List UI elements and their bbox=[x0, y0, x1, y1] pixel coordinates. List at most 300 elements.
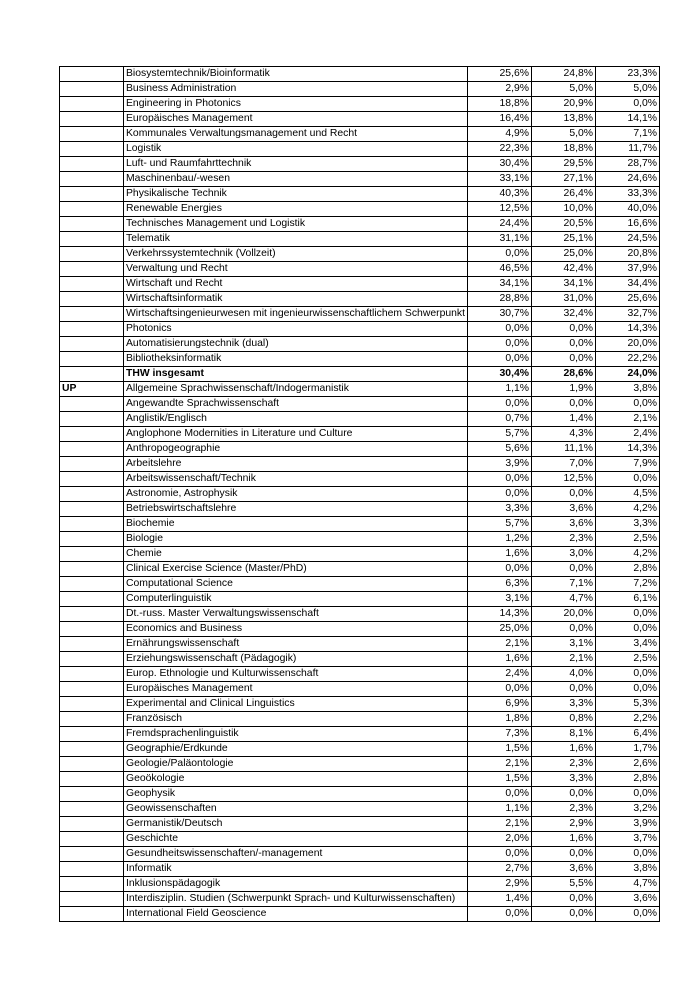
value-cell-3: 3,3% bbox=[596, 517, 660, 532]
value-cell-2: 12,5% bbox=[532, 472, 596, 487]
value-cell-3: 0,0% bbox=[596, 907, 660, 922]
value-cell-2: 5,0% bbox=[532, 127, 596, 142]
value-cell-1: 5,6% bbox=[468, 442, 532, 457]
value-cell-1: 5,7% bbox=[468, 517, 532, 532]
table-row bbox=[60, 142, 660, 157]
table-row bbox=[60, 412, 660, 427]
value-cell-2: 20,0% bbox=[532, 607, 596, 622]
table-row bbox=[60, 172, 660, 187]
value-cell-1: 30,4% bbox=[468, 157, 532, 172]
value-cell-2: 2,3% bbox=[532, 532, 596, 547]
table-row bbox=[60, 847, 660, 862]
university-cell bbox=[60, 862, 124, 877]
program-cell: Clinical Exercise Science (Master/PhD) bbox=[124, 562, 468, 577]
university-cell bbox=[60, 802, 124, 817]
university-cell bbox=[60, 322, 124, 337]
value-cell-2: 5,5% bbox=[532, 877, 596, 892]
value-cell-2: 0,0% bbox=[532, 397, 596, 412]
value-cell-2: 1,4% bbox=[532, 412, 596, 427]
value-cell-2: 4,7% bbox=[532, 592, 596, 607]
value-cell-3: 14,3% bbox=[596, 322, 660, 337]
university-cell bbox=[60, 892, 124, 907]
table-row bbox=[60, 382, 660, 397]
table-row bbox=[60, 277, 660, 292]
value-cell-1: 2,4% bbox=[468, 667, 532, 682]
value-cell-1: 0,0% bbox=[468, 352, 532, 367]
university-cell bbox=[60, 307, 124, 322]
value-cell-1: 34,1% bbox=[468, 277, 532, 292]
table-row bbox=[60, 487, 660, 502]
university-cell bbox=[60, 772, 124, 787]
value-cell-2: 3,6% bbox=[532, 862, 596, 877]
program-cell: Business Administration bbox=[124, 82, 468, 97]
value-cell-1: 22,3% bbox=[468, 142, 532, 157]
dropout-rate-table bbox=[59, 66, 660, 922]
program-cell: Erziehungswissenschaft (Pädagogik) bbox=[124, 652, 468, 667]
table-row bbox=[60, 532, 660, 547]
value-cell-1: 0,0% bbox=[468, 682, 532, 697]
value-cell-1: 7,3% bbox=[468, 727, 532, 742]
table-row bbox=[60, 97, 660, 112]
value-cell-3: 14,1% bbox=[596, 112, 660, 127]
table-row bbox=[60, 667, 660, 682]
value-cell-2: 4,3% bbox=[532, 427, 596, 442]
value-cell-2: 1,9% bbox=[532, 382, 596, 397]
program-cell: Maschinenbau/-wesen bbox=[124, 172, 468, 187]
university-cell bbox=[60, 502, 124, 517]
table-row bbox=[60, 877, 660, 892]
value-cell-1: 1,1% bbox=[468, 382, 532, 397]
value-cell-3: 2,6% bbox=[596, 757, 660, 772]
value-cell-3: 6,4% bbox=[596, 727, 660, 742]
value-cell-3: 22,2% bbox=[596, 352, 660, 367]
program-cell: Gesundheitswissenschaften/-management bbox=[124, 847, 468, 862]
program-cell: Fremdsprachenlinguistik bbox=[124, 727, 468, 742]
value-cell-1: 2,9% bbox=[468, 82, 532, 97]
value-cell-3: 37,9% bbox=[596, 262, 660, 277]
university-cell bbox=[60, 817, 124, 832]
program-cell: Anglistik/Englisch bbox=[124, 412, 468, 427]
value-cell-1: 1,1% bbox=[468, 802, 532, 817]
table-row bbox=[60, 337, 660, 352]
value-cell-2: 0,0% bbox=[532, 562, 596, 577]
university-cell bbox=[60, 172, 124, 187]
value-cell-1: 4,9% bbox=[468, 127, 532, 142]
table-row bbox=[60, 202, 660, 217]
value-cell-1: 2,0% bbox=[468, 832, 532, 847]
value-cell-2: 27,1% bbox=[532, 172, 596, 187]
university-cell bbox=[60, 352, 124, 367]
table-row bbox=[60, 682, 660, 697]
table-row bbox=[60, 547, 660, 562]
table-row bbox=[60, 622, 660, 637]
value-cell-1: 0,0% bbox=[468, 337, 532, 352]
value-cell-2: 34,1% bbox=[532, 277, 596, 292]
value-cell-1: 46,5% bbox=[468, 262, 532, 277]
table-row bbox=[60, 427, 660, 442]
value-cell-1: 0,0% bbox=[468, 322, 532, 337]
value-cell-1: 1,5% bbox=[468, 742, 532, 757]
university-cell bbox=[60, 412, 124, 427]
table-row bbox=[60, 802, 660, 817]
university-cell bbox=[60, 547, 124, 562]
value-cell-3: 40,0% bbox=[596, 202, 660, 217]
program-cell: Technisches Management und Logistik bbox=[124, 217, 468, 232]
university-cell bbox=[60, 667, 124, 682]
university-cell bbox=[60, 262, 124, 277]
university-cell bbox=[60, 727, 124, 742]
table-row bbox=[60, 352, 660, 367]
program-cell: Physikalische Technik bbox=[124, 187, 468, 202]
program-cell: Biosystemtechnik/Bioinformatik bbox=[124, 67, 468, 82]
program-cell: Astronomie, Astrophysik bbox=[124, 487, 468, 502]
value-cell-3: 2,8% bbox=[596, 562, 660, 577]
table-row bbox=[60, 607, 660, 622]
value-cell-2: 0,8% bbox=[532, 712, 596, 727]
program-cell: Engineering in Photonics bbox=[124, 97, 468, 112]
program-cell: Logistik bbox=[124, 142, 468, 157]
value-cell-1: 0,0% bbox=[468, 847, 532, 862]
program-cell: Biochemie bbox=[124, 517, 468, 532]
program-cell: Economics and Business bbox=[124, 622, 468, 637]
program-cell: Arbeitslehre bbox=[124, 457, 468, 472]
value-cell-1: 1,4% bbox=[468, 892, 532, 907]
university-cell bbox=[60, 337, 124, 352]
table-row bbox=[60, 292, 660, 307]
value-cell-2: 0,0% bbox=[532, 322, 596, 337]
university-cell bbox=[60, 877, 124, 892]
university-cell bbox=[60, 787, 124, 802]
value-cell-2: 0,0% bbox=[532, 787, 596, 802]
value-cell-1: 6,9% bbox=[468, 697, 532, 712]
value-cell-2: 3,0% bbox=[532, 547, 596, 562]
program-cell: Inklusionspädagogik bbox=[124, 877, 468, 892]
value-cell-3: 3,7% bbox=[596, 832, 660, 847]
value-cell-3: 20,8% bbox=[596, 247, 660, 262]
value-cell-1: 12,5% bbox=[468, 202, 532, 217]
value-cell-3: 0,0% bbox=[596, 397, 660, 412]
university-cell bbox=[60, 487, 124, 502]
table-body bbox=[60, 67, 660, 922]
value-cell-3: 4,7% bbox=[596, 877, 660, 892]
university-cell bbox=[60, 112, 124, 127]
university-cell bbox=[60, 427, 124, 442]
value-cell-3: 5,3% bbox=[596, 697, 660, 712]
value-cell-2: 0,0% bbox=[532, 892, 596, 907]
value-cell-1: 0,0% bbox=[468, 397, 532, 412]
value-cell-2: 0,0% bbox=[532, 352, 596, 367]
value-cell-3: 2,5% bbox=[596, 532, 660, 547]
value-cell-1: 33,1% bbox=[468, 172, 532, 187]
value-cell-3: 3,6% bbox=[596, 892, 660, 907]
table-row bbox=[60, 157, 660, 172]
table-row bbox=[60, 517, 660, 532]
university-cell bbox=[60, 682, 124, 697]
university-cell bbox=[60, 202, 124, 217]
value-cell-2: 3,3% bbox=[532, 697, 596, 712]
value-cell-2: 32,4% bbox=[532, 307, 596, 322]
program-cell: Automatisierungstechnik (dual) bbox=[124, 337, 468, 352]
table-row bbox=[60, 502, 660, 517]
value-cell-1: 0,0% bbox=[468, 907, 532, 922]
program-cell: Computerlinguistik bbox=[124, 592, 468, 607]
university-cell bbox=[60, 757, 124, 772]
university-cell bbox=[60, 232, 124, 247]
value-cell-3: 2,5% bbox=[596, 652, 660, 667]
table-row bbox=[60, 787, 660, 802]
value-cell-2: 1,6% bbox=[532, 832, 596, 847]
value-cell-2: 26,4% bbox=[532, 187, 596, 202]
value-cell-1: 0,0% bbox=[468, 787, 532, 802]
value-cell-1: 2,7% bbox=[468, 862, 532, 877]
university-cell bbox=[60, 697, 124, 712]
table-row bbox=[60, 727, 660, 742]
table-row bbox=[60, 652, 660, 667]
table-row bbox=[60, 772, 660, 787]
value-cell-3: 4,5% bbox=[596, 487, 660, 502]
university-cell bbox=[60, 532, 124, 547]
value-cell-1: 1,6% bbox=[468, 547, 532, 562]
value-cell-3: 25,6% bbox=[596, 292, 660, 307]
table-row bbox=[60, 577, 660, 592]
university-cell bbox=[60, 367, 124, 382]
value-cell-1: 1,5% bbox=[468, 772, 532, 787]
value-cell-3: 34,4% bbox=[596, 277, 660, 292]
value-cell-2: 2,3% bbox=[532, 757, 596, 772]
table-row bbox=[60, 322, 660, 337]
value-cell-1: 25,0% bbox=[468, 622, 532, 637]
table-row bbox=[60, 562, 660, 577]
value-cell-3: 4,2% bbox=[596, 547, 660, 562]
value-cell-2: 3,1% bbox=[532, 637, 596, 652]
value-cell-2: 7,0% bbox=[532, 457, 596, 472]
table-row bbox=[60, 262, 660, 277]
value-cell-1: 0,7% bbox=[468, 412, 532, 427]
value-cell-1: 1,8% bbox=[468, 712, 532, 727]
value-cell-3: 28,7% bbox=[596, 157, 660, 172]
value-cell-3: 1,7% bbox=[596, 742, 660, 757]
program-cell: Germanistik/Deutsch bbox=[124, 817, 468, 832]
value-cell-3: 0,0% bbox=[596, 622, 660, 637]
value-cell-2: 5,0% bbox=[532, 82, 596, 97]
university-cell bbox=[60, 277, 124, 292]
program-cell: Luft- und Raumfahrttechnik bbox=[124, 157, 468, 172]
value-cell-1: 2,1% bbox=[468, 757, 532, 772]
program-cell: Anglophone Modernities in Literature und Culture bbox=[124, 427, 468, 442]
value-cell-3: 32,7% bbox=[596, 307, 660, 322]
university-cell bbox=[60, 142, 124, 157]
value-cell-3: 7,2% bbox=[596, 577, 660, 592]
program-cell: Experimental and Clinical Linguistics bbox=[124, 697, 468, 712]
value-cell-1: 24,4% bbox=[468, 217, 532, 232]
program-cell: Bibliotheksinformatik bbox=[124, 352, 468, 367]
university-cell bbox=[60, 562, 124, 577]
table-row bbox=[60, 127, 660, 142]
university-cell bbox=[60, 907, 124, 922]
value-cell-2: 20,9% bbox=[532, 97, 596, 112]
program-cell: Telematik bbox=[124, 232, 468, 247]
value-cell-3: 14,3% bbox=[596, 442, 660, 457]
table-row bbox=[60, 892, 660, 907]
value-cell-1: 1,6% bbox=[468, 652, 532, 667]
value-cell-1: 14,3% bbox=[468, 607, 532, 622]
value-cell-3: 2,2% bbox=[596, 712, 660, 727]
value-cell-2: 0,0% bbox=[532, 682, 596, 697]
value-cell-1: 25,6% bbox=[468, 67, 532, 82]
table-row bbox=[60, 232, 660, 247]
table-row bbox=[60, 247, 660, 262]
table-row bbox=[60, 82, 660, 97]
value-cell-2: 3,6% bbox=[532, 517, 596, 532]
table-row bbox=[60, 472, 660, 487]
value-cell-3: 2,1% bbox=[596, 412, 660, 427]
value-cell-2: 0,0% bbox=[532, 622, 596, 637]
table-row bbox=[60, 457, 660, 472]
value-cell-2: 3,6% bbox=[532, 502, 596, 517]
program-cell: Europ. Ethnologie und Kulturwissenschaft bbox=[124, 667, 468, 682]
value-cell-3: 20,0% bbox=[596, 337, 660, 352]
value-cell-2: 25,0% bbox=[532, 247, 596, 262]
program-cell: Biologie bbox=[124, 532, 468, 547]
program-cell: Geoökologie bbox=[124, 772, 468, 787]
program-cell: THW insgesamt bbox=[124, 367, 468, 382]
university-cell bbox=[60, 97, 124, 112]
value-cell-2: 0,0% bbox=[532, 337, 596, 352]
table-row bbox=[60, 592, 660, 607]
value-cell-3: 11,7% bbox=[596, 142, 660, 157]
value-cell-2: 1,6% bbox=[532, 742, 596, 757]
value-cell-1: 28,8% bbox=[468, 292, 532, 307]
value-cell-3: 4,2% bbox=[596, 502, 660, 517]
value-cell-1: 0,0% bbox=[468, 562, 532, 577]
value-cell-1: 3,3% bbox=[468, 502, 532, 517]
university-cell bbox=[60, 67, 124, 82]
university-cell bbox=[60, 292, 124, 307]
value-cell-3: 24,6% bbox=[596, 172, 660, 187]
value-cell-2: 2,3% bbox=[532, 802, 596, 817]
value-cell-3: 5,0% bbox=[596, 82, 660, 97]
value-cell-3: 0,0% bbox=[596, 667, 660, 682]
value-cell-1: 3,9% bbox=[468, 457, 532, 472]
university-cell bbox=[60, 622, 124, 637]
value-cell-1: 0,0% bbox=[468, 487, 532, 502]
table-row bbox=[60, 697, 660, 712]
value-cell-2: 4,0% bbox=[532, 667, 596, 682]
program-cell: Kommunales Verwaltungsmanagement und Recht bbox=[124, 127, 468, 142]
program-cell: Angewandte Sprachwissenschaft bbox=[124, 397, 468, 412]
value-cell-2: 20,5% bbox=[532, 217, 596, 232]
program-cell: Computational Science bbox=[124, 577, 468, 592]
value-cell-3: 3,9% bbox=[596, 817, 660, 832]
program-cell: Geologie/Paläontologie bbox=[124, 757, 468, 772]
university-cell bbox=[60, 472, 124, 487]
value-cell-1: 18,8% bbox=[468, 97, 532, 112]
program-cell: Geschichte bbox=[124, 832, 468, 847]
university-cell bbox=[60, 397, 124, 412]
table-row bbox=[60, 187, 660, 202]
program-cell: Ernährungswissenschaft bbox=[124, 637, 468, 652]
value-cell-2: 31,0% bbox=[532, 292, 596, 307]
program-cell: Geophysik bbox=[124, 787, 468, 802]
table-row bbox=[60, 832, 660, 847]
university-cell bbox=[60, 742, 124, 757]
value-cell-3: 7,9% bbox=[596, 457, 660, 472]
table-row bbox=[60, 907, 660, 922]
university-cell bbox=[60, 577, 124, 592]
value-cell-1: 0,0% bbox=[468, 472, 532, 487]
table-row bbox=[60, 367, 660, 382]
university-cell: UP bbox=[60, 382, 124, 397]
value-cell-2: 0,0% bbox=[532, 847, 596, 862]
value-cell-3: 2,8% bbox=[596, 772, 660, 787]
university-cell bbox=[60, 607, 124, 622]
program-cell: Chemie bbox=[124, 547, 468, 562]
value-cell-1: 5,7% bbox=[468, 427, 532, 442]
table-row bbox=[60, 217, 660, 232]
table-row bbox=[60, 112, 660, 127]
value-cell-3: 0,0% bbox=[596, 607, 660, 622]
value-cell-2: 29,5% bbox=[532, 157, 596, 172]
program-cell: Dt.-russ. Master Verwaltungswissenschaft bbox=[124, 607, 468, 622]
value-cell-2: 25,1% bbox=[532, 232, 596, 247]
value-cell-2: 28,6% bbox=[532, 367, 596, 382]
value-cell-2: 13,8% bbox=[532, 112, 596, 127]
value-cell-1: 2,1% bbox=[468, 817, 532, 832]
value-cell-2: 7,1% bbox=[532, 577, 596, 592]
value-cell-1: 6,3% bbox=[468, 577, 532, 592]
value-cell-3: 0,0% bbox=[596, 847, 660, 862]
value-cell-3: 0,0% bbox=[596, 787, 660, 802]
value-cell-2: 2,1% bbox=[532, 652, 596, 667]
university-cell bbox=[60, 652, 124, 667]
table-row bbox=[60, 397, 660, 412]
value-cell-2: 2,9% bbox=[532, 817, 596, 832]
program-cell: Renewable Energies bbox=[124, 202, 468, 217]
university-cell bbox=[60, 592, 124, 607]
value-cell-3: 2,4% bbox=[596, 427, 660, 442]
university-cell bbox=[60, 82, 124, 97]
table-row bbox=[60, 712, 660, 727]
value-cell-3: 16,6% bbox=[596, 217, 660, 232]
program-cell: Arbeitswissenschaft/Technik bbox=[124, 472, 468, 487]
university-cell bbox=[60, 157, 124, 172]
program-cell: Verwaltung und Recht bbox=[124, 262, 468, 277]
value-cell-1: 30,4% bbox=[468, 367, 532, 382]
value-cell-3: 24,0% bbox=[596, 367, 660, 382]
program-cell: Photonics bbox=[124, 322, 468, 337]
value-cell-1: 2,9% bbox=[468, 877, 532, 892]
university-cell bbox=[60, 187, 124, 202]
value-cell-3: 3,4% bbox=[596, 637, 660, 652]
program-cell: International Field Geoscience bbox=[124, 907, 468, 922]
university-cell bbox=[60, 247, 124, 262]
program-cell: Geographie/Erdkunde bbox=[124, 742, 468, 757]
value-cell-3: 3,8% bbox=[596, 862, 660, 877]
value-cell-2: 8,1% bbox=[532, 727, 596, 742]
university-cell bbox=[60, 442, 124, 457]
value-cell-1: 2,1% bbox=[468, 637, 532, 652]
value-cell-3: 6,1% bbox=[596, 592, 660, 607]
table-row bbox=[60, 817, 660, 832]
value-cell-3: 3,8% bbox=[596, 382, 660, 397]
value-cell-2: 3,3% bbox=[532, 772, 596, 787]
value-cell-1: 40,3% bbox=[468, 187, 532, 202]
value-cell-3: 24,5% bbox=[596, 232, 660, 247]
program-cell: Französisch bbox=[124, 712, 468, 727]
value-cell-2: 24,8% bbox=[532, 67, 596, 82]
table-row bbox=[60, 757, 660, 772]
value-cell-3: 7,1% bbox=[596, 127, 660, 142]
